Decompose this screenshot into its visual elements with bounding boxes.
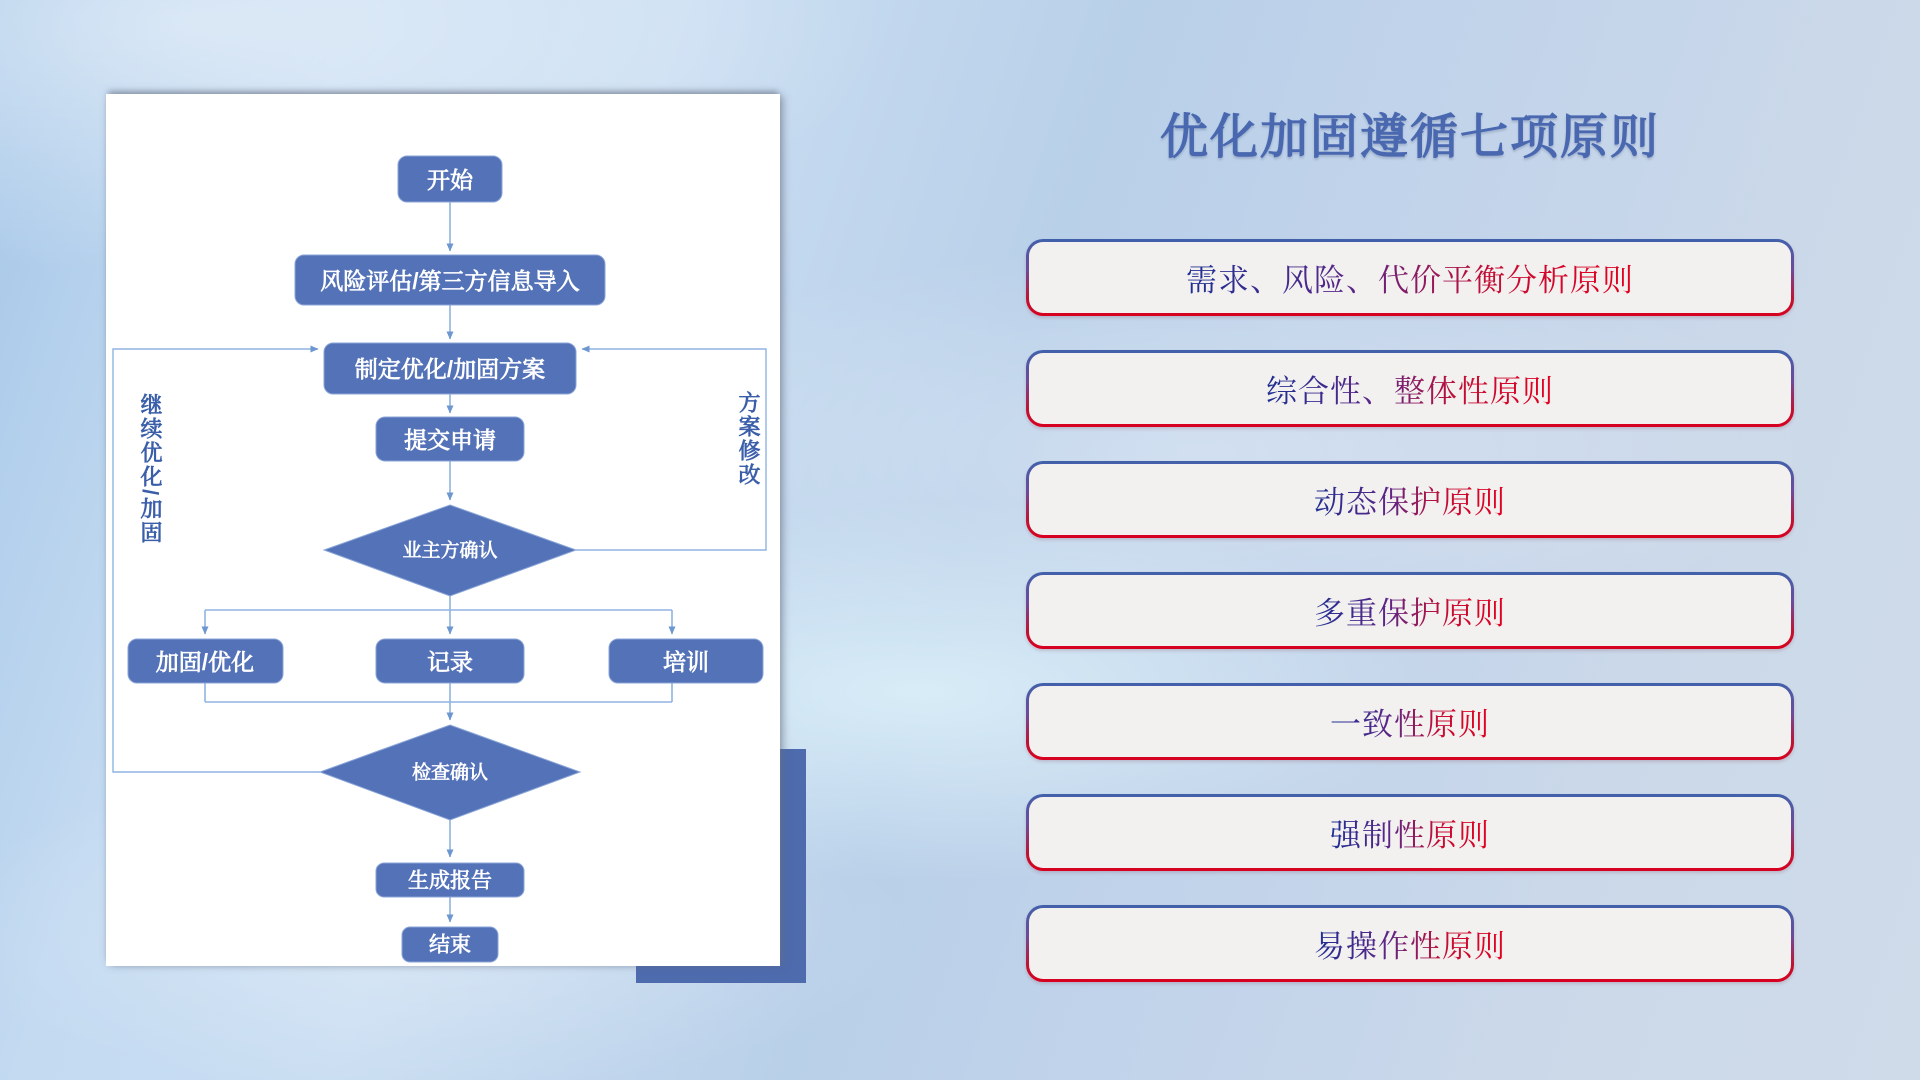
- principle-label: 综合性、整体性原则: [1266, 366, 1554, 411]
- flow-label-start: 开始: [427, 167, 473, 193]
- principle-inner: [1029, 242, 1791, 313]
- flow-label-check-confirm: 检查确认: [411, 762, 489, 784]
- principle-box-4: [1026, 572, 1794, 649]
- principle-inner: [1029, 464, 1791, 535]
- loop-label-plan-revise: 方案修改: [736, 391, 761, 487]
- flow-label-make-plan: 制定优化/加固方案: [354, 356, 546, 382]
- loop-label-continue-optimize: 继续优化/加固: [138, 393, 163, 546]
- flowchart-canvas: [106, 94, 780, 966]
- principle-box-5: [1026, 683, 1794, 760]
- flow-label-end: 结束: [429, 933, 471, 957]
- flow-label-reinforce: 加固/优化: [155, 649, 255, 675]
- principle-label: 易操作性原则: [1314, 921, 1506, 966]
- principle-box-6: [1026, 794, 1794, 871]
- principle-inner: [1029, 797, 1791, 868]
- principle-box-7: [1026, 905, 1794, 982]
- flow-label-risk-import: 风险评估/第三方信息导入: [320, 268, 580, 294]
- principle-label: 动态保护原则: [1314, 477, 1506, 522]
- flow-label-owner-confirm: 业主方确认: [402, 540, 498, 562]
- flow-label-report: 生成报告: [408, 869, 492, 893]
- principles-panel: [1026, 239, 1794, 982]
- principle-box-1: [1026, 239, 1794, 316]
- flow-label-record: 记录: [427, 649, 473, 675]
- principle-inner: [1029, 908, 1791, 979]
- principle-box-2: [1026, 350, 1794, 427]
- principle-label: 需求、风险、代价平衡分析原则: [1186, 255, 1634, 300]
- principle-label: 多重保护原则: [1314, 588, 1506, 633]
- flowchart-card: [106, 94, 780, 966]
- principle-box-3: [1026, 461, 1794, 538]
- principle-inner: [1029, 353, 1791, 424]
- principle-label: 强制性原则: [1330, 810, 1490, 855]
- flow-label-submit: 提交申请: [404, 427, 496, 453]
- flow-label-training: 培训: [663, 649, 709, 675]
- page-title: 优化加固遵循七项原则: [1159, 111, 1660, 164]
- principle-inner: [1029, 575, 1791, 646]
- principle-inner: [1029, 686, 1791, 757]
- principle-label: 一致性原则: [1330, 699, 1490, 744]
